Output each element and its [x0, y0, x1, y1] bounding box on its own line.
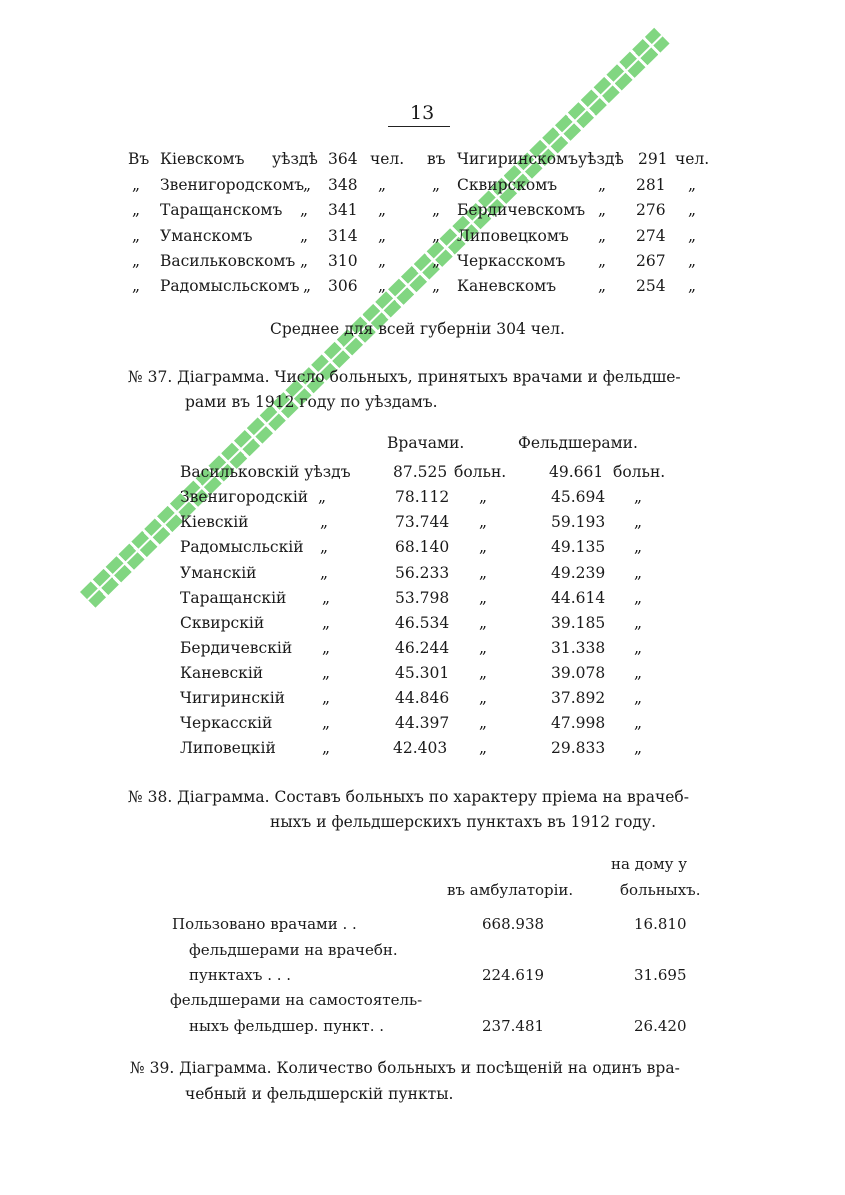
district-value: 341: [328, 201, 358, 219]
doctors-count: 45.301: [395, 664, 450, 682]
district-name: Уманскомъ: [160, 227, 253, 245]
page-number: 13: [410, 102, 435, 124]
district-name: Чигиринскій: [180, 689, 286, 707]
district-name: Каневскій: [180, 664, 264, 682]
feldshers-count: 49.239: [551, 564, 606, 582]
district-name: Уманскій: [180, 564, 257, 582]
home-count: 16.810: [634, 915, 687, 933]
feldshers-unit: „: [634, 513, 643, 531]
value-suffix: „: [688, 227, 697, 245]
row-prefix: „: [432, 176, 441, 194]
ditto-mark: „: [320, 513, 329, 531]
doctors-unit: „: [479, 664, 488, 682]
unit-word: „: [598, 227, 607, 245]
row-prefix: „: [432, 252, 441, 270]
ditto-mark: „: [318, 488, 327, 506]
ambulatory-count: 668.938: [482, 915, 545, 933]
feldshers-count: 39.185: [551, 614, 606, 632]
doctors-unit: „: [479, 639, 488, 657]
unit-word: „: [300, 227, 309, 245]
district-value: 267: [636, 252, 666, 270]
row-label: Пользовано врачами . .: [172, 915, 357, 933]
row-prefix: „: [132, 201, 141, 219]
doctors-unit: „: [479, 488, 488, 506]
section-39-heading-line2: чебный и фельдшерскій пункты.: [185, 1085, 454, 1103]
district-name: Кіевскій: [180, 513, 249, 531]
unit-word: „: [598, 201, 607, 219]
doctors-unit: „: [479, 689, 488, 707]
ditto-mark: „: [322, 714, 331, 732]
section-38-heading-line2: ныхъ и фельдшерскихъ пунктахъ въ 1912 году.: [270, 813, 657, 831]
row-label: фельдшерами на врачебн.: [189, 941, 398, 959]
district-value: 274: [636, 227, 666, 245]
ditto-mark: „: [322, 639, 331, 657]
feldshers-count: 47.998: [551, 714, 606, 732]
feldshers-count: 29.833: [551, 739, 606, 757]
doctors-unit: „: [479, 614, 488, 632]
home-count: 26.420: [634, 1017, 687, 1035]
ditto-mark: „: [320, 538, 329, 556]
ambulatory-count: 237.481: [482, 1017, 545, 1035]
row-label-continued: ныхъ фельдшер. пункт. .: [189, 1017, 385, 1035]
district-name: Кіевскомъ: [160, 150, 245, 168]
district-value: 306: [328, 277, 358, 295]
district-value: 291: [638, 150, 668, 168]
province-average: Среднее для всей губерніи 304 чел.: [270, 320, 565, 338]
value-suffix: „: [378, 227, 387, 245]
value-suffix: „: [378, 176, 387, 194]
ambulatory-count: 224.619: [482, 966, 545, 984]
row-prefix: въ: [427, 150, 446, 168]
feldshers-unit: „: [634, 564, 643, 582]
district-name: Васильковскомъ: [160, 252, 296, 270]
district-name: Радомысльскомъ: [160, 277, 300, 295]
row-prefix: „: [432, 201, 441, 219]
value-suffix: „: [688, 252, 697, 270]
row-prefix: „: [132, 227, 141, 245]
district-name: Липовецкомъ: [457, 227, 569, 245]
doctors-count: 68.140: [395, 538, 450, 556]
feldshers-count: 49.661: [549, 463, 604, 481]
district-name: Бердичевскомъ: [457, 201, 586, 219]
row-prefix: „: [132, 176, 141, 194]
district-name: Радомысльскій: [180, 538, 304, 556]
doctors-count: 73.744: [395, 513, 450, 531]
district-name: Таращанскомъ: [160, 201, 283, 219]
unit-word: уѣздѣ: [272, 150, 318, 168]
column-header-ambulatory: въ амбулаторіи.: [447, 881, 574, 899]
doctors-unit: „: [479, 589, 488, 607]
doctors-unit: больн.: [454, 463, 507, 481]
doctors-count: 53.798: [395, 589, 450, 607]
unit-word: „: [598, 176, 607, 194]
district-name: Каневскомъ: [457, 277, 557, 295]
value-suffix: „: [688, 277, 697, 295]
district-name: Сквирскій: [180, 614, 265, 632]
feldshers-count: 37.892: [551, 689, 606, 707]
row-label: фельдшерами на самостоятель-: [170, 991, 423, 1009]
doctors-unit: „: [479, 564, 488, 582]
district-value: 314: [328, 227, 358, 245]
doctors-count: 46.534: [395, 614, 450, 632]
value-suffix: „: [378, 201, 387, 219]
district-name: Липовецкій: [180, 739, 276, 757]
district-value: 276: [636, 201, 666, 219]
feldshers-unit: „: [634, 664, 643, 682]
doctors-unit: „: [479, 538, 488, 556]
column-header-home-line1: на дому у: [611, 855, 688, 873]
unit-word: „: [300, 201, 309, 219]
row-prefix: „: [432, 277, 441, 295]
doctors-count: 78.112: [395, 488, 450, 506]
column-header-home-line2: больныхъ.: [620, 881, 701, 899]
row-prefix: „: [432, 227, 441, 245]
feldshers-unit: „: [634, 714, 643, 732]
district-value: 254: [636, 277, 666, 295]
district-name: Звенигородскомъ: [160, 176, 305, 194]
district-name: Чигиринскомъ: [457, 150, 578, 168]
unit-word: „: [598, 277, 607, 295]
feldshers-count: 44.614: [551, 589, 606, 607]
feldshers-unit: „: [634, 639, 643, 657]
feldshers-unit: „: [634, 538, 643, 556]
feldshers-unit: „: [634, 614, 643, 632]
district-name: Звенигородскій: [180, 488, 309, 506]
district-value: 281: [636, 176, 666, 194]
row-prefix: „: [132, 277, 141, 295]
column-header-doctors: Врачами.: [387, 434, 465, 452]
district-name: Таращанскій: [180, 589, 287, 607]
unit-word: „: [598, 252, 607, 270]
unit-word: „: [303, 176, 312, 194]
ditto-mark: „: [322, 689, 331, 707]
section-39-heading-line1: № 39. Діаграмма. Количество больныхъ и посѣщеній на одинъ вра-: [130, 1059, 680, 1077]
district-name: Бердичевскій: [180, 639, 293, 657]
district-name: Васильковскій уѣздъ: [180, 463, 351, 481]
value-suffix: „: [688, 176, 697, 194]
feldshers-count: 31.338: [551, 639, 606, 657]
doctors-unit: „: [479, 739, 488, 757]
feldshers-count: 39.078: [551, 664, 606, 682]
feldshers-unit: „: [634, 488, 643, 506]
value-suffix: „: [378, 252, 387, 270]
unit-word: уѣздѣ: [578, 150, 624, 168]
district-name: Сквирскомъ: [457, 176, 558, 194]
ditto-mark: „: [322, 739, 331, 757]
unit-word: „: [303, 277, 312, 295]
doctors-count: 42.403: [393, 739, 448, 757]
doctors-count: 87.525: [393, 463, 448, 481]
feldshers-unit: „: [634, 689, 643, 707]
district-value: 348: [328, 176, 358, 194]
feldshers-count: 45.694: [551, 488, 606, 506]
ditto-mark: „: [320, 564, 329, 582]
district-value: 364: [328, 150, 358, 168]
section-37-heading-line2: рами въ 1912 году по уѣздамъ.: [185, 393, 438, 411]
doctors-unit: „: [479, 513, 488, 531]
unit-word: „: [300, 252, 309, 270]
ditto-mark: „: [322, 664, 331, 682]
district-name: Черкасскій: [180, 714, 273, 732]
row-prefix: „: [132, 252, 141, 270]
value-suffix: „: [378, 277, 387, 295]
doctors-count: 46.244: [395, 639, 450, 657]
district-name: Черкасскомъ: [457, 252, 566, 270]
doctors-unit: „: [479, 714, 488, 732]
doctors-count: 56.233: [395, 564, 450, 582]
row-label-continued: пунктахъ . . .: [189, 966, 292, 984]
district-value: 310: [328, 252, 358, 270]
doctors-count: 44.846: [395, 689, 450, 707]
home-count: 31.695: [634, 966, 687, 984]
section-37-heading-line1: № 37. Діаграмма. Число больныхъ, принятыхъ врачами и фельдше-: [128, 368, 681, 386]
row-prefix: Въ: [128, 150, 150, 168]
feldshers-count: 49.135: [551, 538, 606, 556]
ditto-mark: „: [322, 589, 331, 607]
section-38-heading-line1: № 38. Діаграмма. Составъ больныхъ по характеру пріема на врачеб-: [128, 788, 689, 806]
value-suffix: „: [688, 201, 697, 219]
feldshers-unit: „: [634, 589, 643, 607]
feldshers-unit: „: [634, 739, 643, 757]
doctors-count: 44.397: [395, 714, 450, 732]
column-header-feldshers: Фельдшерами.: [518, 434, 638, 452]
feldshers-unit: больн.: [613, 463, 666, 481]
value-suffix: чел.: [675, 150, 710, 168]
value-suffix: чел.: [370, 150, 405, 168]
page-number-rule: [388, 126, 450, 127]
feldshers-count: 59.193: [551, 513, 606, 531]
ditto-mark: „: [322, 614, 331, 632]
